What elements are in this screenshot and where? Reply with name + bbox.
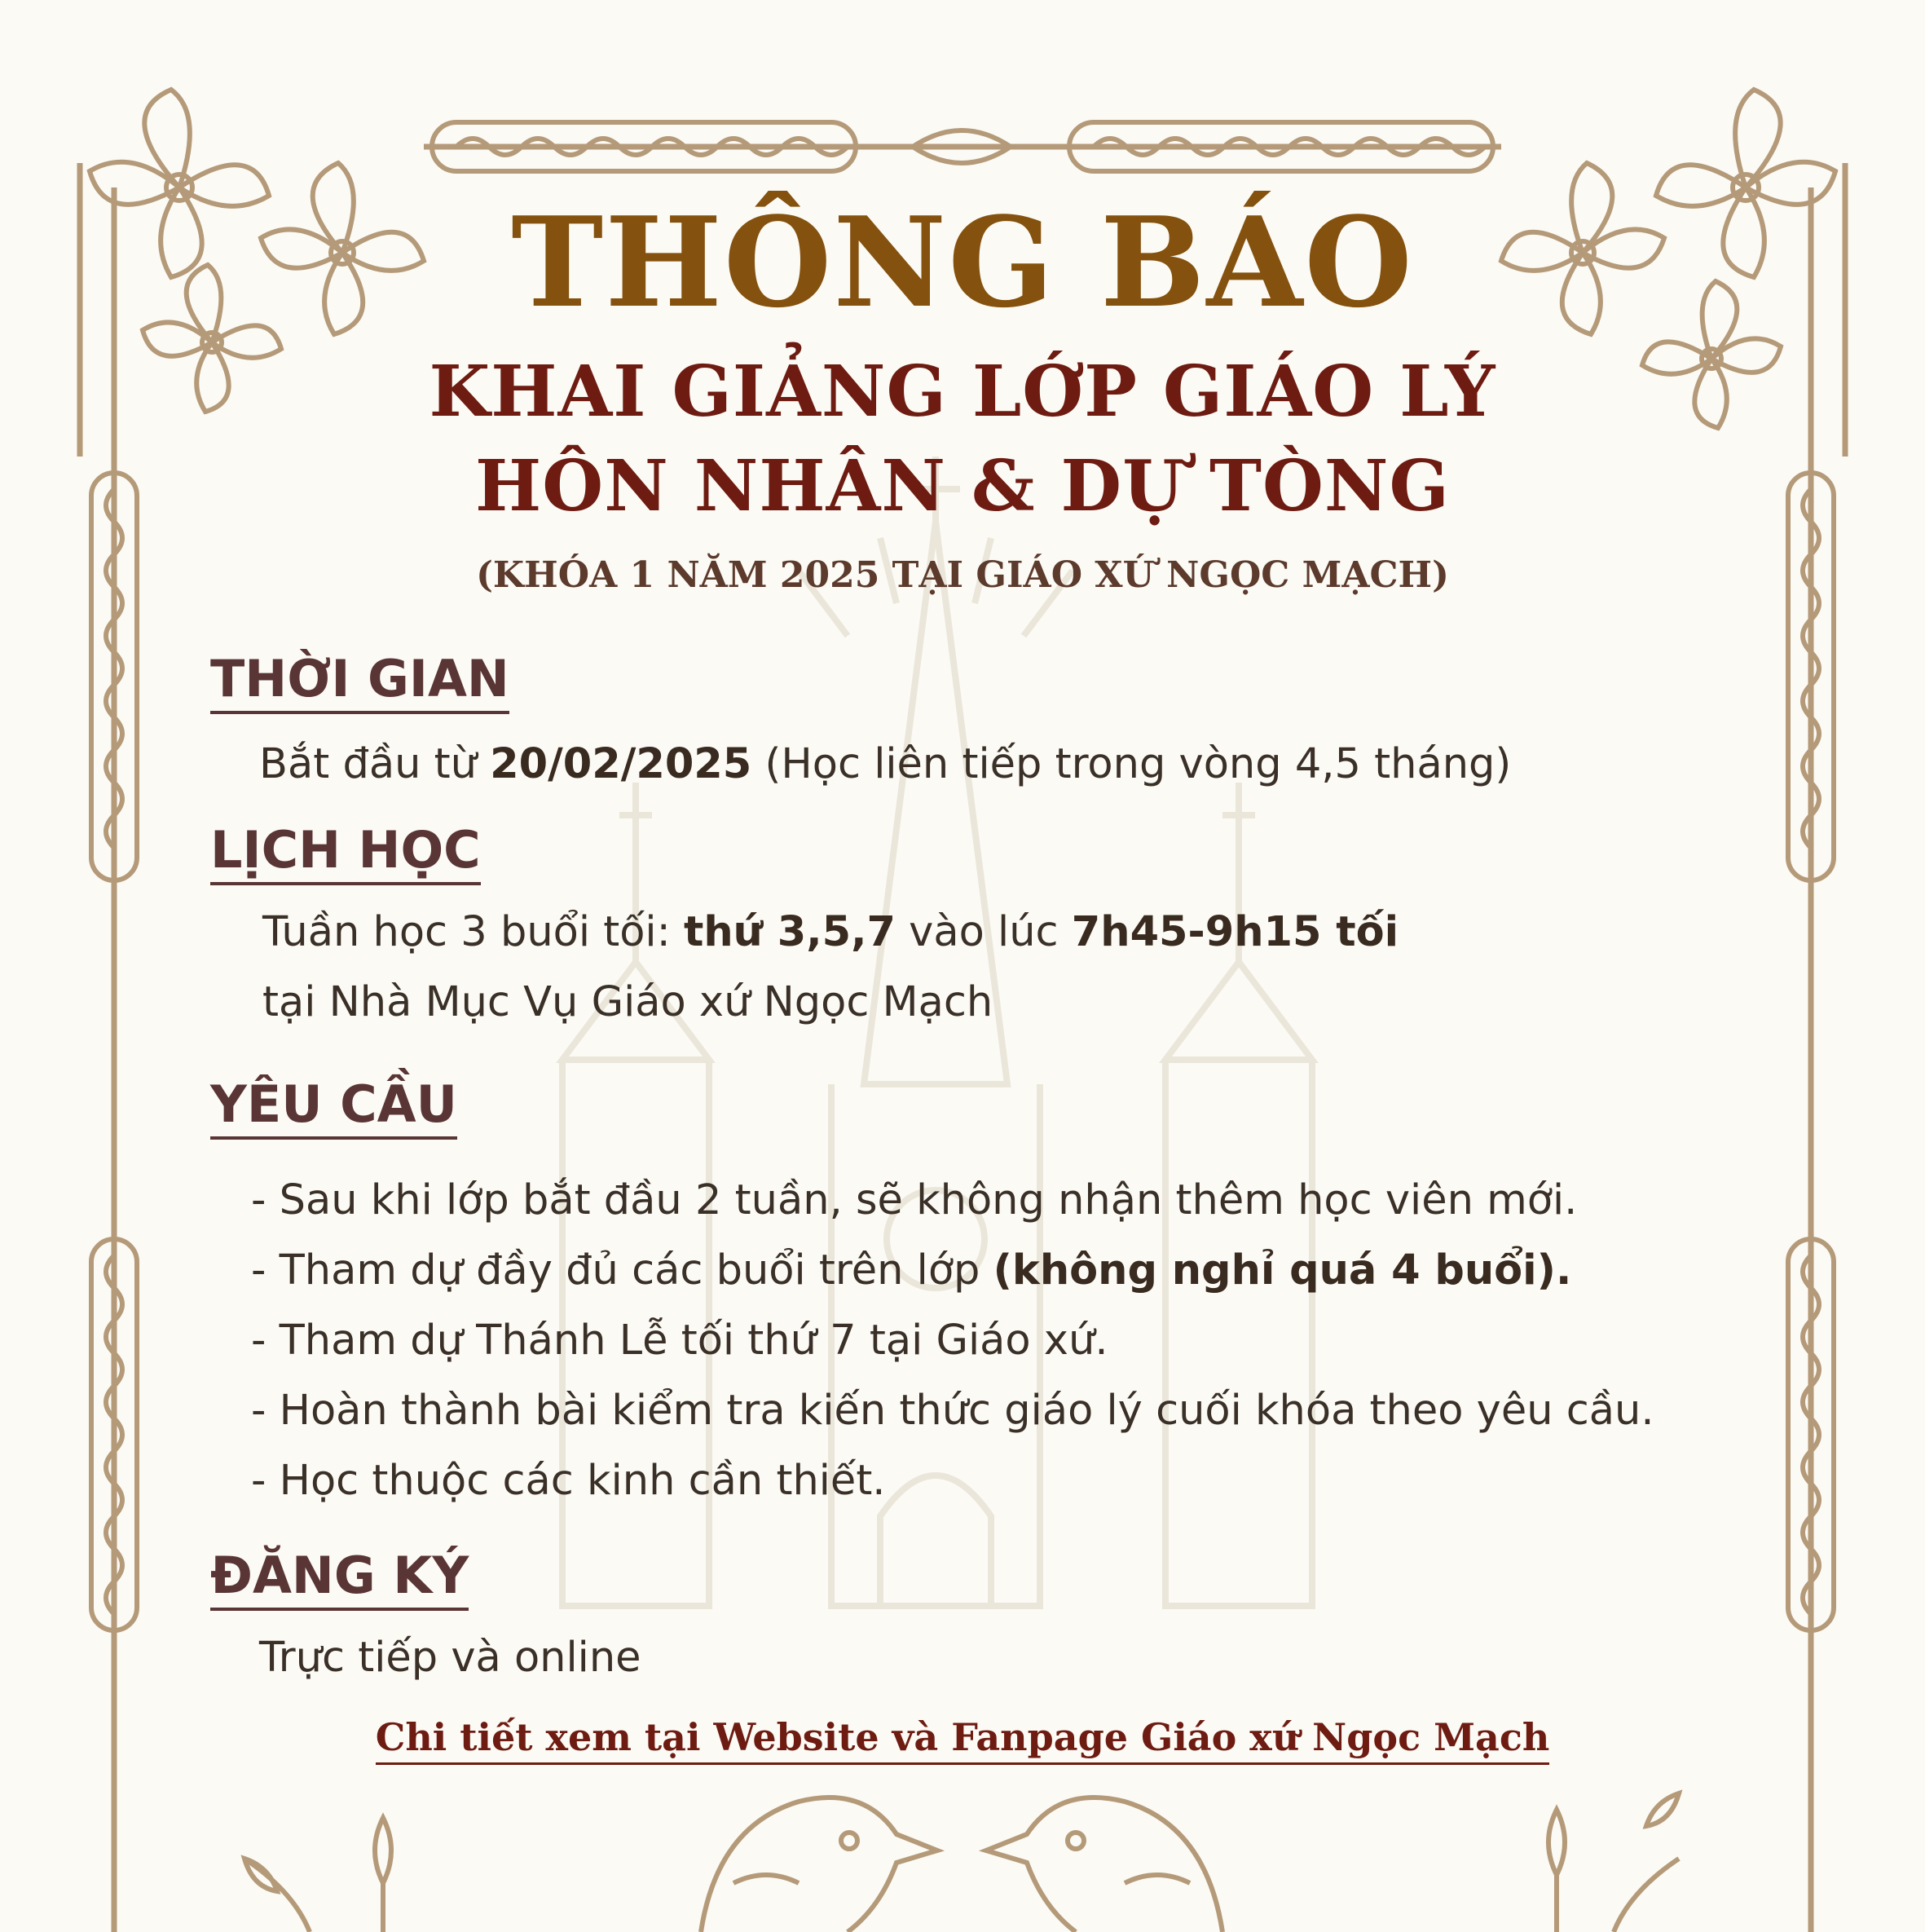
requirements-list bbox=[251, 1166, 1654, 1516]
start-date: 20/02/2025 bbox=[490, 740, 752, 788]
branch-icon-bottom-left bbox=[244, 1818, 391, 1932]
registration-text: Trực tiếp và online bbox=[259, 1634, 641, 1682]
course-info: (KHÓA 1 NĂM 2025 TẠI GIÁO XỨ NGỌC MẠCH) bbox=[476, 554, 1449, 596]
footer-note bbox=[0, 1715, 1925, 1759]
page-title: THÔNG BÁO bbox=[511, 189, 1414, 335]
list-item: - Tham dự Thánh Lễ tối thứ 7 tại Giáo xứ. bbox=[251, 1317, 1108, 1365]
requirement-2-bold: (không nghỉ quá 4 buổi). bbox=[993, 1246, 1572, 1295]
list-item: - Học thuộc các kinh cần thiết. bbox=[251, 1457, 886, 1505]
list-item: - Sau khi lớp bắt đầu 2 tuần, sẽ không nhận thêm học viên mới. bbox=[251, 1176, 1578, 1224]
subtitle-line-2: HÔN NHÂN & DỰ TÒNG bbox=[475, 445, 1450, 527]
footer-link[interactable]: Chi tiết xem tại Website và Fanpage Giáo xứ Ngọc Mạch bbox=[376, 1715, 1550, 1765]
bird-icon-right bbox=[986, 1797, 1222, 1932]
time-text bbox=[259, 740, 1511, 788]
schedule-hours: 7h45-9h15 tối bbox=[1071, 908, 1399, 956]
time-suffix: (Học liên tiếp trong vòng 4,5 tháng) bbox=[751, 740, 1512, 788]
subtitle-line-1: KHAI GIẢNG LỚP GIÁO LÝ bbox=[429, 351, 1496, 433]
schedule-days: thứ 3,5,7 bbox=[684, 908, 896, 956]
section-heading-schedule: LỊCH HỌC bbox=[210, 820, 481, 885]
branch-icon-bottom-right bbox=[1548, 1793, 1679, 1932]
section-heading-time: THỜI GIAN bbox=[210, 649, 509, 714]
list-item bbox=[251, 1236, 1654, 1306]
schedule-prefix: Tuần học 3 buổi tối: bbox=[262, 908, 684, 956]
list-item: - Hoàn thành bài kiểm tra kiến thức giáo lý cuối khóa theo yêu cầu. bbox=[251, 1387, 1654, 1435]
schedule-mid: vào lúc bbox=[895, 908, 1072, 956]
bird-icon-left bbox=[701, 1797, 937, 1932]
schedule-line-1 bbox=[262, 908, 1399, 956]
requirement-2-prefix: - Tham dự đầy đủ các buổi trên lớp bbox=[251, 1246, 993, 1295]
schedule-line-2: tại Nhà Mục Vụ Giáo xứ Ngọc Mạch bbox=[262, 978, 993, 1026]
time-prefix: Bắt đầu từ bbox=[259, 740, 491, 788]
section-heading-requirements: YÊU CẦU bbox=[210, 1074, 457, 1140]
section-heading-registration: ĐĂNG KÝ bbox=[210, 1546, 469, 1611]
